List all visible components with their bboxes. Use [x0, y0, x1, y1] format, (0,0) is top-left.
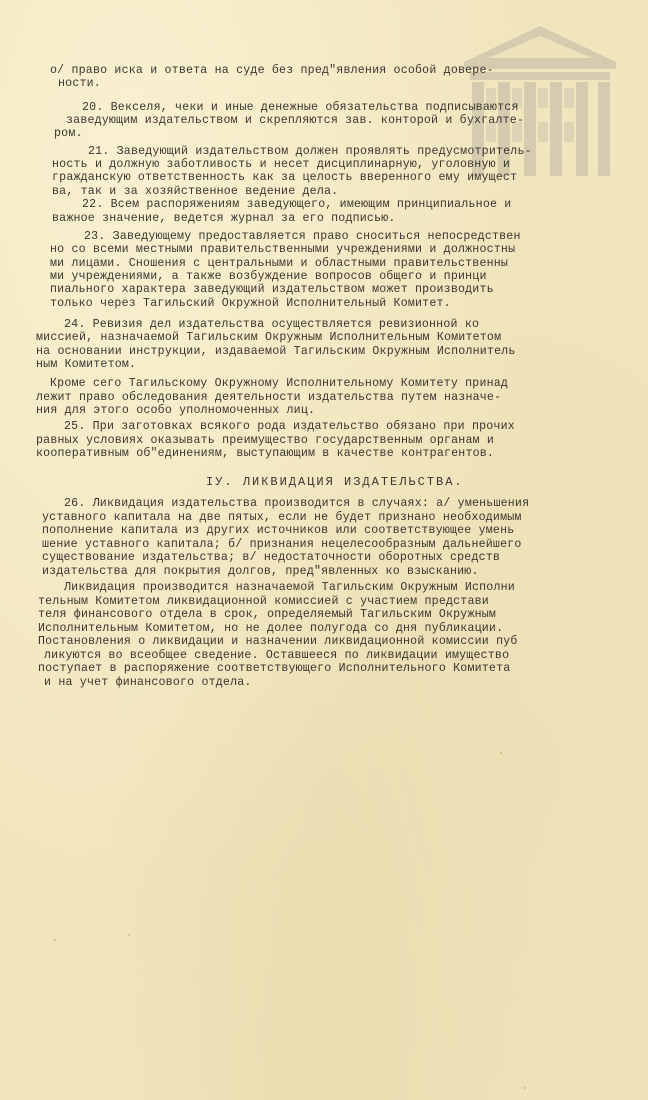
text-line: поступает в распоряжение соответствующего Исполнительного Комитета: [38, 662, 511, 675]
text-line: 21. Заведующий издательством должен проявлять предусмотритель-: [88, 145, 532, 158]
text-line: ром.: [54, 127, 83, 140]
section-heading: IУ. ЛИКВИДАЦИЯ ИЗДАТЕЛЬСТВА.: [206, 475, 464, 489]
text-line: ния для этого особо уполномоченных лиц.: [36, 404, 316, 417]
text-line: 23. Заведующему предоставляется право сноситься непосредствен: [84, 230, 521, 243]
text-line: о/ право иска и ответа на суде без пред"явления особой довере-: [50, 64, 494, 77]
text-line: пиального характера заведующий издательством может производить: [50, 283, 494, 296]
text-line: Кроме сего Тагильскому Окружному Исполнительному Комитету принад: [50, 377, 509, 390]
text-line: 24. Ревизия дел издательства осуществляется ревизионной ко: [64, 318, 480, 331]
text-line: уставного капитала на две пятых, если не будет признано необходимым: [42, 511, 522, 524]
paper-speck: [128, 934, 130, 936]
text-line: важное значение, ведется журнал за его подписью.: [52, 212, 396, 225]
text-line: но со всеми местными правительственными учреждениями и должностны: [50, 243, 516, 256]
text-line: 26. Ликвидация издательства производится в случаях: а/ уменьшения: [64, 497, 530, 510]
text-line: только через Тагильский Окружной Исполнительный Комитет.: [50, 297, 451, 310]
text-line: 22. Всем распоряжениям заведующего, имеющим принципиальное и: [82, 198, 512, 211]
text-line: заведующим издательством и скрепляются зав. конторой и бухгалте-: [66, 114, 525, 127]
text-line: ва, так и за хозяйственное ведение дела.: [52, 185, 339, 198]
text-line: ность и должную заботливость и несет дисциплинарную, уголовную и: [52, 158, 511, 171]
paper-speck: [500, 752, 502, 754]
text-line: миссией, назначаемой Тагильским Окружным Исполнительным Комитетом: [36, 331, 502, 344]
text-line: ликуются во всеобщее сведение. Оставшееся по ликвидации имущество: [44, 649, 510, 662]
text-line: ми учреждениями, а также возбуждение вопросов общего и принци: [50, 270, 487, 283]
paper-speck: [524, 1087, 526, 1089]
text-line: ности.: [58, 77, 101, 90]
text-line: Исполнительным Комитетом, но не долее полугода со дня публикации.: [38, 622, 504, 635]
text-line: гражданскую ответственность как за целость вверенного ему имущест: [52, 171, 518, 184]
text-line: тельным Комитетом ликвидационной комиссией с участием представи: [38, 595, 489, 608]
text-line: ми лицами. Сношения с центральными и областными правительственны: [50, 257, 509, 270]
text-line: 20. Векселя, чеки и иные денежные обязательства подписываются: [82, 101, 519, 114]
text-line: пополнение капитала из других источников или соответствующее умень: [42, 524, 515, 537]
text-line: ным Комитетом.: [36, 358, 137, 371]
text-line: шение уставного капитала; б/ признания нецелесообразным дальнейшего: [42, 538, 522, 551]
paper-speck: [54, 939, 56, 941]
text-line: издательства для покрытия долгов, пред"явленных ко взысканию.: [42, 565, 479, 578]
text-line: на основании инструкции, издаваемой Тагильским Окружным Исполнитель: [36, 345, 516, 358]
text-line: существование издательства; в/ недостаточности оборотных средств: [42, 551, 501, 564]
text-line: кооперативным об"единениям, выступающим в качестве контрагентов.: [36, 447, 495, 460]
text-line: 25. При заготовках всякого рода издательство обязано при прочих: [64, 420, 515, 433]
text-line: равных условиях оказывать преимущество государственным органам и: [36, 434, 495, 447]
text-line: Ликвидация производится назначаемой Тагильским Окружным Исполни: [64, 581, 515, 594]
text-line: Постановления о ликвидации и назначении ликвидационной комиссии пуб: [38, 635, 518, 648]
text-line: лежит право обследования деятельности издательства путем назначе-: [36, 391, 502, 404]
text-line: теля финансового отдела в срок, определяемый Тагильским Окружным: [38, 608, 497, 621]
text-line: и на учет финансового отдела.: [44, 676, 252, 689]
